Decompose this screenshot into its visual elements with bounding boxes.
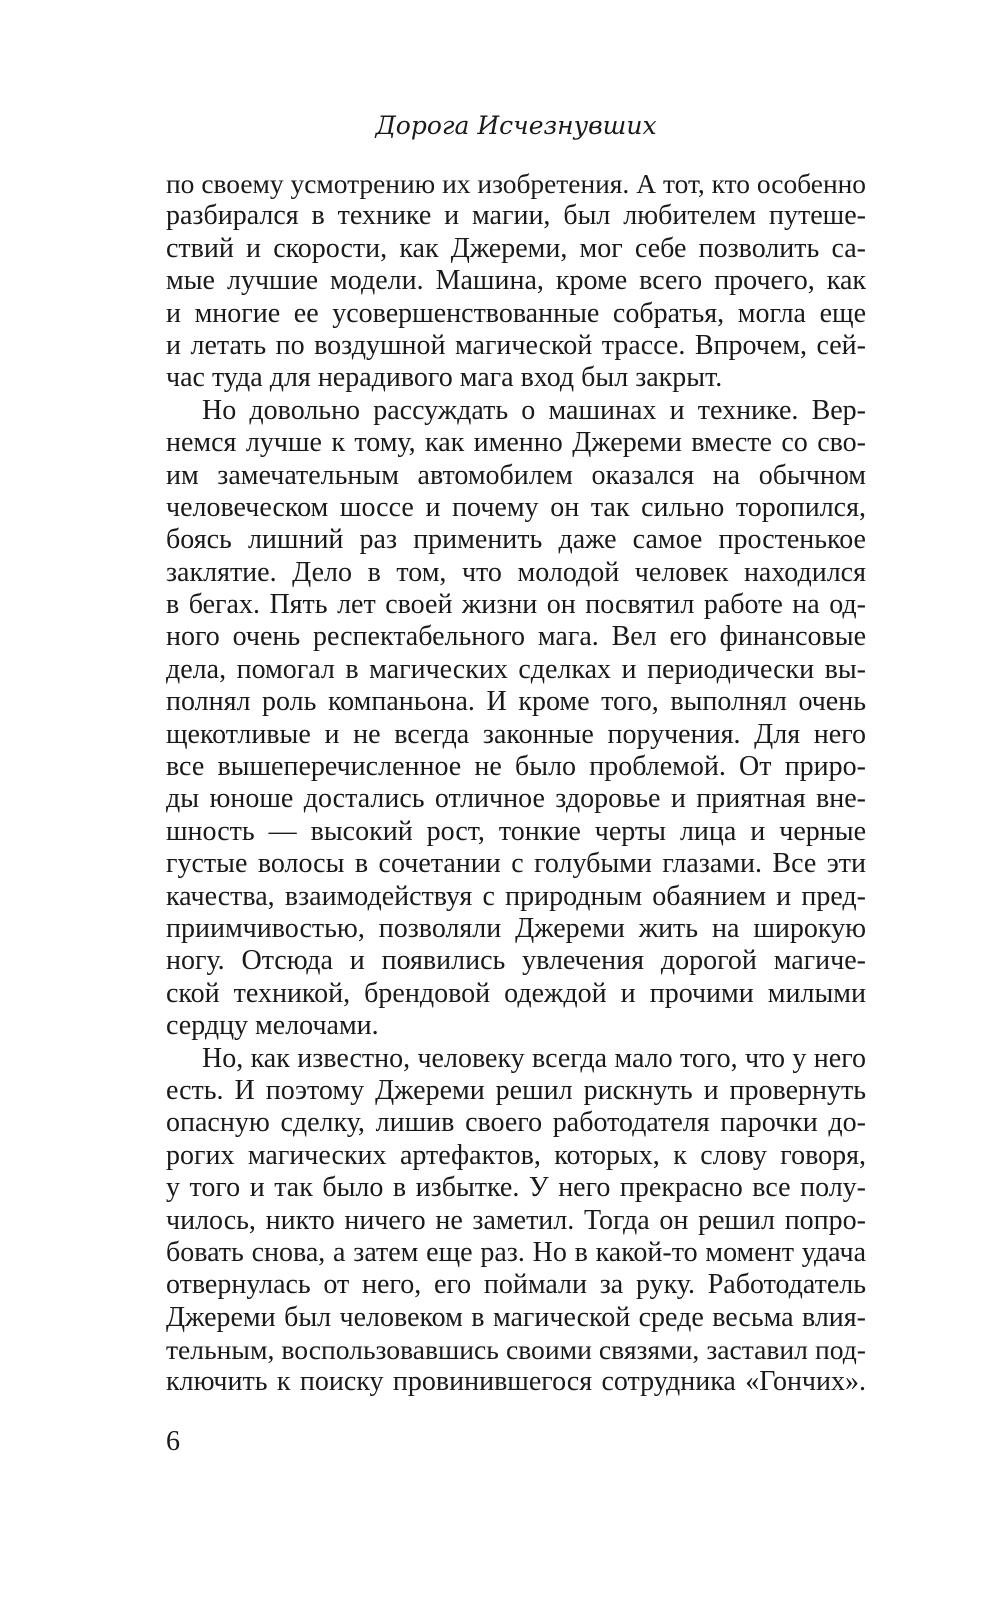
text-line: мые лучшие модели. Машина, кроме всего прочего, как — [166, 265, 866, 297]
text-line: Но, как известно, человеку всегда мало того, что у него — [202, 1042, 866, 1074]
text-line: и многие ее усовершенствованные собратья, могла еще — [166, 297, 866, 329]
text-line: рогих магических артефактов, которых, к слову говоря, — [166, 1139, 866, 1171]
text-line: тельным, воспользовавшись своими связями, заставил под- — [166, 1334, 866, 1366]
text-line: ключить к поиску провинившегося сотрудника «Гончих». — [166, 1366, 866, 1398]
text-line: качества, взаимодействуя с природным обаянием и пред- — [166, 880, 866, 912]
text-line: заклятие. Дело в том, что молодой человек находился — [166, 556, 866, 588]
text-line: им замечательным автомобилем оказался на обычном — [166, 459, 866, 491]
text-line: приимчивостью, позволяли Джереми жить на широкую — [166, 912, 866, 944]
text-line: полнял роль компаньона. И кроме того, выполнял очень — [166, 686, 866, 718]
page-number: 6 — [166, 1426, 180, 1457]
text-line: ствий и скорости, как Джереми, мог себе позволить са- — [166, 232, 866, 264]
text-line: разбирался в технике и магии, был любителем путеше- — [166, 200, 866, 232]
text-line: есть. И поэтому Джереми решил рискнуть и провернуть — [166, 1074, 866, 1106]
text-line: Джереми был человеком в магической среде весьма влия- — [166, 1301, 866, 1333]
text-line: дела, помогал в магических сделках и периодически вы- — [166, 653, 866, 685]
text-line: отвернулась от него, его поймали за руку. Работодатель — [166, 1269, 866, 1301]
running-header: Дорога Исчезнувших — [375, 111, 657, 140]
paragraph-2 — [166, 395, 866, 1043]
text-line: чилось, никто ничего не заметил. Тогда он решил попро- — [166, 1204, 866, 1236]
text-line: опасную сделку, лишив своего работодателя парочки до- — [166, 1107, 866, 1139]
text-line: боясь лишний раз применить даже самое простенькое — [166, 524, 866, 556]
text-line: шность — высокий рост, тонкие черты лица и черные — [166, 815, 866, 847]
text-line: у того и так было в избытке. У него прекрасно все полу- — [166, 1172, 866, 1204]
text-line: бовать снова, а затем еще раз. Но в какой-то момент удача — [166, 1236, 866, 1268]
text-line: час туда для нерадивого мага вход был закрыт. — [166, 362, 723, 394]
paragraph-1 — [166, 168, 866, 395]
text-line: щекотливые и не всегда законные поручения. Для него — [166, 718, 866, 750]
text-line: человеческом шоссе и почему он так сильно торопился, — [166, 491, 866, 523]
text-line: немся лучше к тому, как именно Джереми вместе со сво- — [166, 427, 866, 459]
text-line: ды юноше достались отличное здоровье и приятная вне- — [166, 783, 866, 815]
text-line: Но довольно рассуждать о машинах и технике. Вер- — [202, 394, 866, 426]
text-line: и летать по воздушной магической трассе. Впрочем, сей- — [166, 329, 866, 361]
text-line: ногу. Отсюда и появились увлечения дорогой магиче- — [166, 945, 866, 977]
text-line: ской техникой, брендовой одеждой и прочими милыми — [166, 977, 866, 1009]
text-line: по своему усмотрению их изобретения. А тот, кто особенно — [166, 169, 866, 199]
text-line: сердцу мелочами. — [166, 1010, 379, 1042]
text-line: ного очень респектабельного мага. Вел его финансовые — [166, 621, 866, 653]
paragraph-3 — [166, 1043, 866, 1399]
text-line: в бегах. Пять лет своей жизни он посвятил работе на од- — [166, 589, 866, 621]
text-line: все вышеперечисленное не было проблемой. От приро- — [166, 751, 866, 783]
text-line: густые волосы в сочетании с голубыми глазами. Все эти — [166, 848, 866, 880]
body-text — [166, 168, 866, 1399]
